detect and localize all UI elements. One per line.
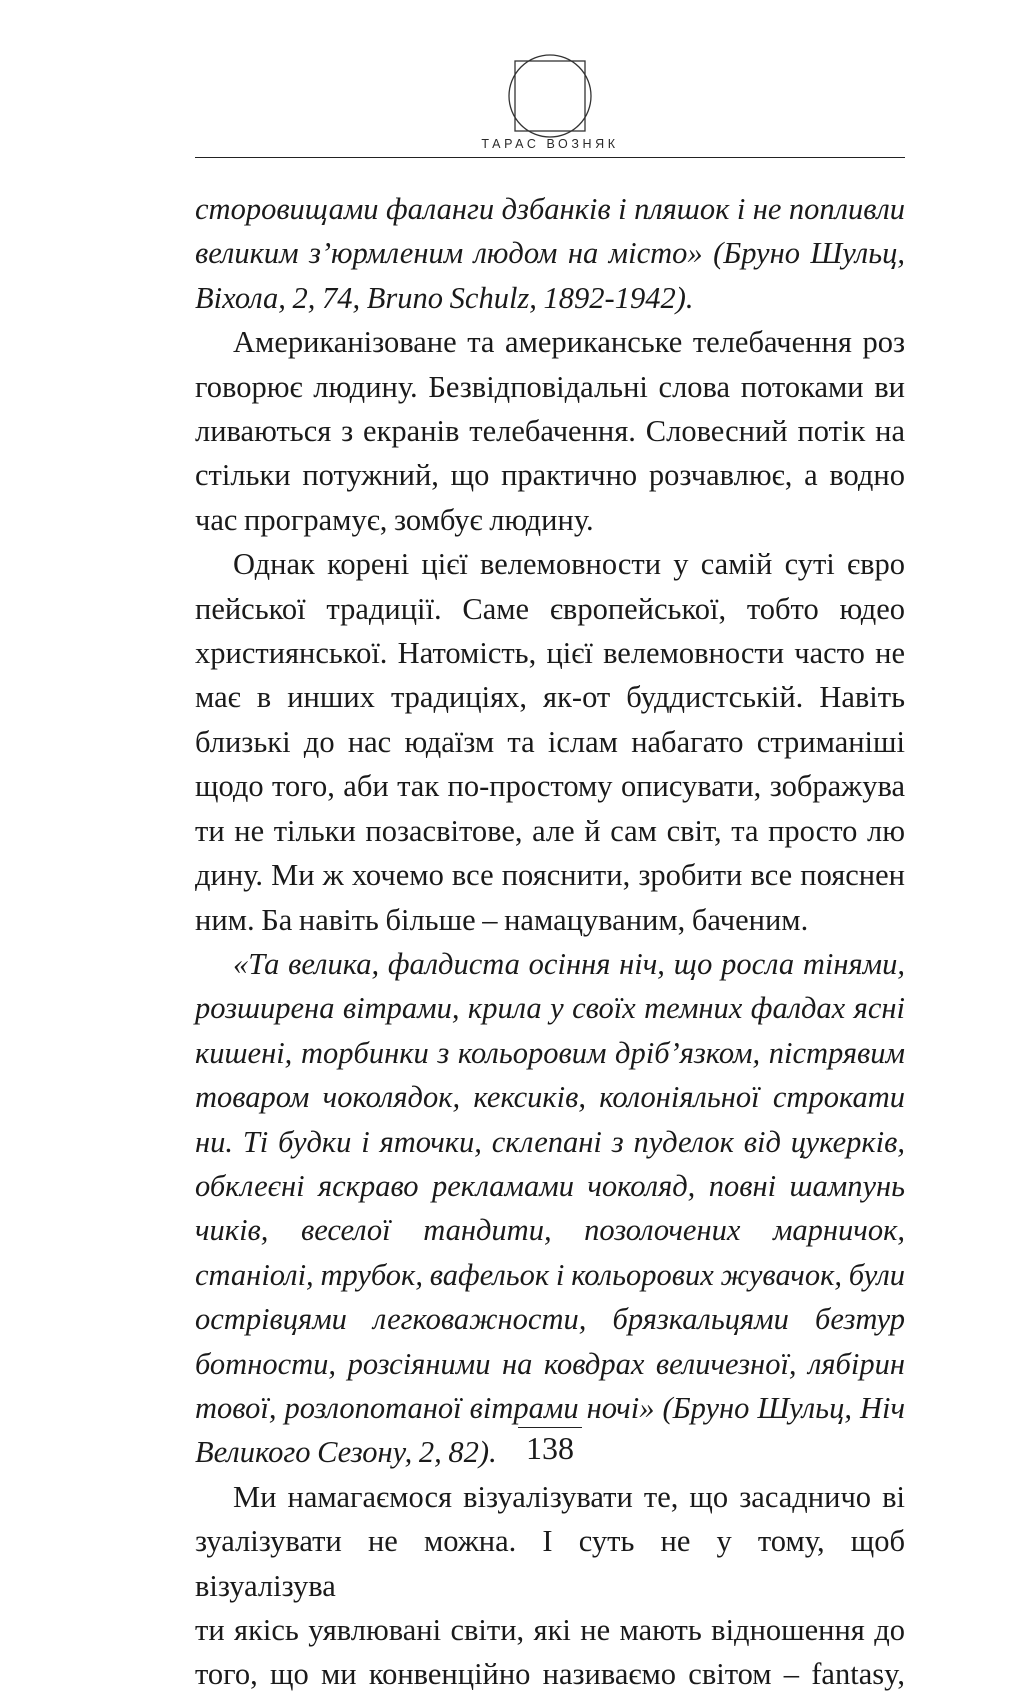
text-line: великим з’юрмленим людом на місто» (Бруно Шульц, xyxy=(195,236,905,271)
text-line: час програмує, зомбує людину. xyxy=(195,502,594,537)
text-line: має в инших традиціях, як-от буддистській. Навіть xyxy=(195,680,905,715)
text-line: обклеєні яскраво рекламами чоколяд, повні шампунь xyxy=(195,1168,905,1203)
text-line: ливаються з екранів телебачення. Словесний потік на xyxy=(195,414,905,449)
text-line: близькі до нас юдаїзм та іслам набагато стриманіші xyxy=(195,724,905,759)
body-text xyxy=(195,187,905,1697)
text-line: дину. Ми ж хочемо все пояснити, зробити все пояснен xyxy=(195,858,905,893)
header-rule xyxy=(195,157,905,158)
text-line: станіолі, трубок, вафельок і кольорових жувачок, були xyxy=(195,1257,905,1292)
circle-square-icon xyxy=(500,46,600,146)
text-line: острівцями легковажности, брязкальцями безтур xyxy=(195,1302,905,1337)
text-line: «Та велика, фалдиста осіння ніч, що росла тінями, xyxy=(233,946,905,981)
text-line: ни. Ті будки і яточки, склепані з пуделок від цукерків, xyxy=(195,1124,905,1159)
text-line: Великого Сезону, 2, 82). xyxy=(195,1435,497,1470)
text-line: ти не тільки позасвітове, але й сам світ, та просто лю xyxy=(195,813,905,848)
text-line: зуалізувати не можна. І суть не у тому, щоб візуалізува xyxy=(195,1524,905,1603)
page-number-value: 138 xyxy=(518,1427,582,1466)
paragraph xyxy=(195,320,905,542)
text-line: християнської. Натомість, цієї велемовности часто не xyxy=(195,636,905,671)
text-line: тової, розлопотаної вітрами ночі» (Бруно Шульц, Ніч xyxy=(195,1390,905,1425)
text-line: щодо того, аби так по-простому описувати, зображува xyxy=(195,769,905,804)
text-line: чиків, веселої тандити, позолочених марничок, xyxy=(195,1213,905,1248)
text-line: ботности, розсіяними на ковдрах величезної, лябірин xyxy=(195,1346,905,1381)
text-line: розширена вітрами, крила у своїх темних фалдах ясні xyxy=(195,991,905,1026)
text-line: Ми намагаємося візуалізувати те, що засадничо ві xyxy=(233,1479,905,1514)
paragraph xyxy=(195,542,905,942)
text-line: того, що ми конвенційно називаємо світом – fantasy, xyxy=(195,1657,905,1692)
text-line: Однак корені цієї велемовности у самій суті євро xyxy=(233,547,905,582)
paragraph xyxy=(195,1475,905,1697)
text-line: ти якісь уявлювані світи, які не мають відношення до xyxy=(195,1613,905,1647)
text-line: говорює людину. Безвідповідальні слова потоками ви xyxy=(195,369,905,404)
text-line: кишені, торбинки з кольоровим дріб’язком, пістрявим xyxy=(195,1035,905,1070)
text-line: Віхола, 2, 74, Bruno Schulz, 1892-1942). xyxy=(195,280,694,315)
running-head-author: ТАРАС ВОЗНЯК xyxy=(481,137,619,151)
text-line: товаром чоколядок, кексиків, колоніяльної строкати xyxy=(195,1080,905,1115)
text-line: ним. Ба навіть більше – намацуваним, баченим. xyxy=(195,902,809,937)
text-line: стільки потужний, що практично розчавлює, а водно xyxy=(195,458,905,493)
text-line: Американізоване та американське телебачення роз xyxy=(233,325,905,360)
text-line: сторовищами фаланги дзбанків і пляшок і не попливли xyxy=(195,192,905,226)
text-line: пейської традиції. Саме європейської, тобто юдео xyxy=(195,591,905,626)
quote-paragraph xyxy=(195,942,905,1475)
page-number xyxy=(195,1430,905,1467)
quote-paragraph xyxy=(195,187,905,320)
